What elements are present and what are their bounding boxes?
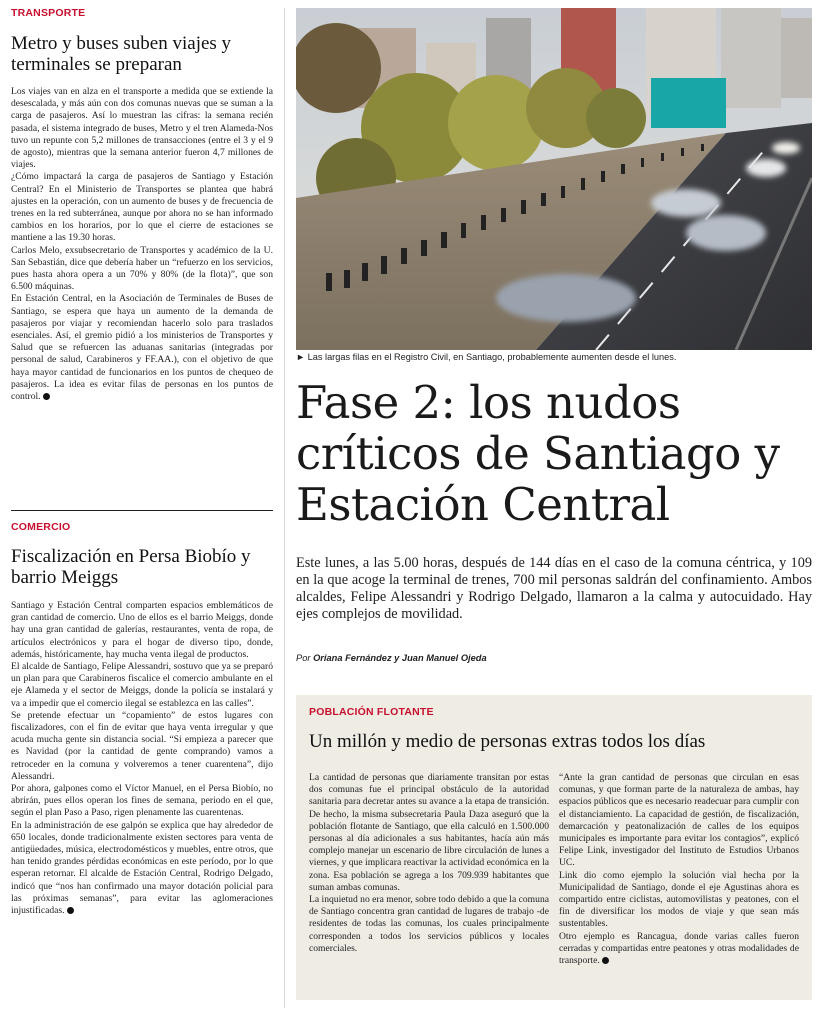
paragraph: En la administración de ese galpón se explica que hay alrededor de 650 locales, donde tradicionalmente existen sectores para venta de antigüedades, música, electrodomésticos y muebles, entre otros, que han tenido grandes pérdidas económicas en este período, por lo que esperan retornar. El alcalde de Estación Central, Rodrigo Delgado, indicó que “nos han confirmado una mayor dotación policial para las próximas semanas”, para evitar las aglomeraciones injustificadas. — [11, 819, 273, 917]
paragraph: Carlos Melo, exsubsecretario de Transportes y académico de la U. San Sebastián, dice que debería haber un “refuerzo en los servicios, pues hasta ahora opera a un 70% y 80% (de la flota)”, que son 6.500 máquinas. — [11, 244, 273, 293]
box-column-1 — [309, 772, 549, 955]
box-column-2 — [559, 772, 799, 967]
paragraph: La cantidad de personas que diariamente transitan por estas dos comunas fue el principal obstáculo de la autoridad sanitaria para decretar antes su avance a la etapa de transición. De hecho, la misma subsecretaria Paula Daza aseguró que la población flotante de Santiago, que ella calculó en 1.500.000 personas al día adicionales a sus habitantes, hacía aún más complejo manejar un escenario de libre circulación de lunes a viernes, y que implicara reactivar la actividad económica en la zona. Esa población se agrega a los 709.939 habitantes que suman ambas comunas. — [309, 772, 549, 893]
caption-arrow-icon: ► — [296, 352, 306, 362]
paragraph: Por ahora, galpones como el Víctor Manuel, en el Persa Biobío, no abrirán, pues ellos operan los fines de semana, periodo en el que, según el plan Paso a Paso, rigen plenamente las cuarentenas. — [11, 783, 273, 819]
box-title: Un millón y medio de personas extras todos los días — [309, 731, 706, 752]
paragraph: Otro ejemplo es Rancagua, donde varias calles fueron cerradas y compartidas entre peatones y otras modalidades de transporte. — [559, 930, 799, 967]
transporte-headline: Metro y buses suben viajes y terminales se preparan — [11, 33, 232, 75]
paragraph: Se pretende efectuar un “copamiento” de estos lugares con fiscalizadores, con el fin de evitar que haya venta irregular y que acuda mucha gente sin distancia social. “Si empieza a parecer que es Navidad (por la cantidad de gente comprando) vamos a retroceder en la comuna y volveremos a tener cuarentena”, dijo Alessandri. — [11, 709, 273, 782]
paragraph: ¿Cómo impactará la carga de pasajeros de Santiago y Estación Central? En el Ministerio de Transportes se plantea que habrá ajustes en la operación, con un aumento de buses y de frecuencia de trenes en la red subterránea, aunque por ahora no se han informado cambios en los horarios, por lo que el cierre de estaciones se mantiene a las 19.30 horas. — [11, 171, 273, 244]
photo-illustration — [296, 8, 812, 350]
byline: Por Oriana Fernández y Juan Manuel Ojeda — [296, 653, 487, 663]
byline-authors: Oriana Fernández y Juan Manuel Ojeda — [313, 653, 487, 663]
photo-caption: ► Las largas filas en el Registro Civil, en Santiago, probablemente aumenten desde el lunes. — [296, 352, 677, 362]
comercio-body — [11, 600, 273, 917]
section-kicker-transporte: TRANSPORTE — [11, 7, 86, 19]
lead-paragraph: Este lunes, a las 5.00 horas, después de 144 días en el caso de la comuna céntrica, y 109 en la que acoge la terminal de trenes, 700 mil personas saldrán del confinamiento. Ambos alcaldes, Felipe Alessandri y Rodrigo Delgado, llamaron a la calma y autocuidado. Hay ejes complejos de movilidad. — [296, 555, 812, 622]
paragraph: La inquietud no era menor, sobre todo debido a que la comuna de Santiago concentra gran cantidad de lugares de trabajo -de residentes de todas las comunas, los cuales principalmente corresponden a todos los servicios públicos y locales comerciales. — [309, 894, 549, 954]
comercio-headline: Fiscalización en Persa Biobío y barrio Meiggs — [11, 546, 251, 588]
end-mark-icon — [67, 907, 74, 914]
paragraph: Link dio como ejemplo la solución vial hecha por la Municipalidad de Santiago, donde el eje Agustinas ahora es compartido entre ciclistas, automovilistas y peatones, con el fin de diversificar los modos de viaje y que sean más sustentables. — [559, 869, 799, 930]
paragraph: “Ante la gran cantidad de personas que circulan en esas comunas, y que forman parte de la naturaleza de ambas, hay espacios públicos que es necesario readecuar para cumplir con el distanciamiento. La capacidad de gestión, de fiscalización, demarcación y peatonalización de calles de los equipos municipales es importante para evitar los contagios”, explicó Felipe Link, investigador del Instituto de Estudios Urbanos UC. — [559, 772, 799, 869]
paragraph: En Estación Central, en la Asociación de Terminales de Buses de Santiago, se espera que haya un aumento de la demanda de pasajeros por viajar y recomiendan hacerlo solo para traslados esenciales. Así, el gremio pidió a los ministerios de Transportes y Salud que se refuercen las aduanas sanitarias (integradas por personal de salud, Carabineros y FF.AA.), con el objetivo de que haya mayor cantidad de funcionarios en los puntos de chequeo de pasajeros. La idea es evitar filas de personas en los puntos de control. — [11, 293, 273, 403]
paragraph: El alcalde de Santiago, Felipe Alessandri, sostuvo que ya se preparó un plan para que Carabineros fiscalice el comercio ambulante en el eje Alameda y el sector de Meiggs, donde la policía se instalará y va a impedir que el comercio ilegal se establezca en las calles”. — [11, 661, 273, 709]
end-mark-icon — [43, 393, 50, 400]
section-kicker-comercio: COMERCIO — [11, 521, 71, 533]
column-separator — [284, 8, 285, 1008]
section-divider — [11, 510, 273, 511]
street-queue-photo — [296, 8, 812, 350]
end-mark-icon — [602, 957, 609, 964]
paragraph: Los viajes van en alza en el transporte a medida que se extiende la desescalada, y más aún con dos comunas nuevas que se suman a la carga de pasajeros. Así lo muestran las cifras: la semana recién pasada, el sistema integrado de buses, Metro y el tren Alameda-Nos tuvo un repunte con 5,2 millones de transacciones (entre el 3 y el 9 de agosto), mientras que la semana anterior fueron 4,7 millones de viajes. — [11, 86, 273, 171]
section-kicker-poblacion: POBLACIÓN FLOTANTE — [309, 706, 434, 718]
transporte-body — [11, 86, 273, 403]
main-title: Fase 2: los nudos críticos de Santiago y Estación Central — [296, 376, 780, 531]
paragraph: Santiago y Estación Central comparten espacios emblemáticos de gran cantidad de comercio. Uno de ellos es el barrio Meiggs, donde hay una gran cantidad de galerías, restaurantes, venta de ropa, de artículos electrónicos y para el hogar de diverso tipo, donde, además, históricamente, hay mucha venta ilegal de productos. — [11, 600, 273, 660]
